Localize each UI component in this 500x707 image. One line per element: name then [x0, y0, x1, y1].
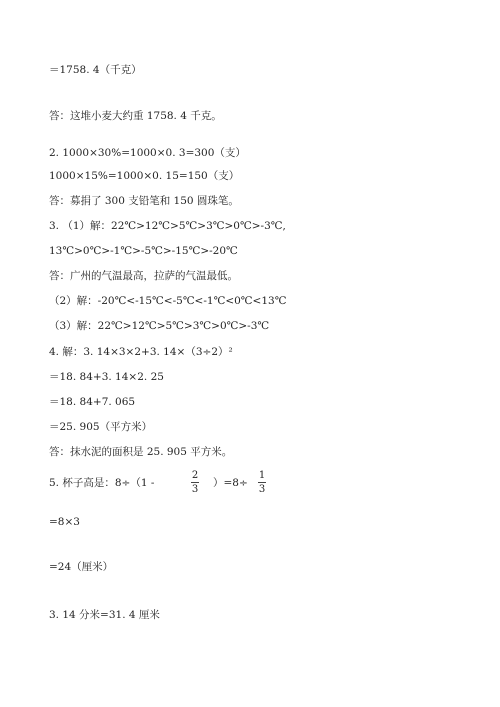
problem-3-part-3: （3）解：22℃>12℃>5℃>3℃>0℃>-3℃: [49, 320, 270, 332]
fraction-bar: [191, 482, 199, 483]
answer-cement-area: 答：抹水泥的面积是 25. 905 平方米。: [49, 446, 233, 458]
fraction-numerator: 2: [191, 470, 199, 481]
problem-5-line-3: =24（厘米）: [49, 561, 114, 573]
problem-2-line-1: 2. 1000×30%=1000×0. 3=300（支）: [49, 147, 246, 159]
problem-2-line-2: 1000×15%=1000×0. 15=150（支）: [49, 170, 240, 182]
problem-5-line-2: =8×3: [49, 516, 80, 528]
fraction-denominator: 3: [191, 484, 199, 495]
fraction-numerator: 1: [258, 470, 266, 481]
fraction-denominator: 3: [258, 484, 266, 495]
problem-5-part-a: 5. 杯子高是：8÷（1 -: [49, 477, 155, 489]
fraction-two-thirds: [189, 470, 201, 495]
answer-pens: 答：募捐了 300 支铅笔和 150 圆珠笔。: [49, 195, 239, 207]
problem-3-part-2: （2）解：-20℃<-15℃<-5℃<-1℃<0℃<13℃: [49, 295, 287, 307]
problem-3-part-1-cont: 13℃>0℃>-1℃>-5℃>-15℃>-20℃: [49, 245, 238, 257]
problem-3-part-1: 3. （1）解：22℃>12℃>5℃>3℃>0℃>-3℃,: [49, 220, 286, 232]
fraction-bar: [258, 482, 266, 483]
unit-conversion-line: 3. 14 分米=31. 4 厘米: [49, 609, 160, 621]
problem-5-part-b: ）=8÷: [213, 477, 248, 489]
problem-4-line-1: 4. 解：3. 14×3×2+3. 14×（3÷2）²: [49, 346, 233, 358]
answer-temperature: 答：广州的气温最高，拉萨的气温最低。: [49, 270, 238, 282]
problem-4-line-2: ＝18. 84+3. 14×2. 25: [49, 371, 164, 383]
fraction-one-third: [256, 470, 268, 495]
result-line-wheat: ＝1758. 4（千克）: [49, 64, 142, 76]
answer-wheat: 答：这堆小麦大约重 1758. 4 千克。: [49, 110, 222, 122]
problem-4-line-4: ＝25. 905（平方米）: [49, 421, 153, 433]
problem-4-line-3: ＝18. 84+7. 065: [49, 396, 136, 408]
